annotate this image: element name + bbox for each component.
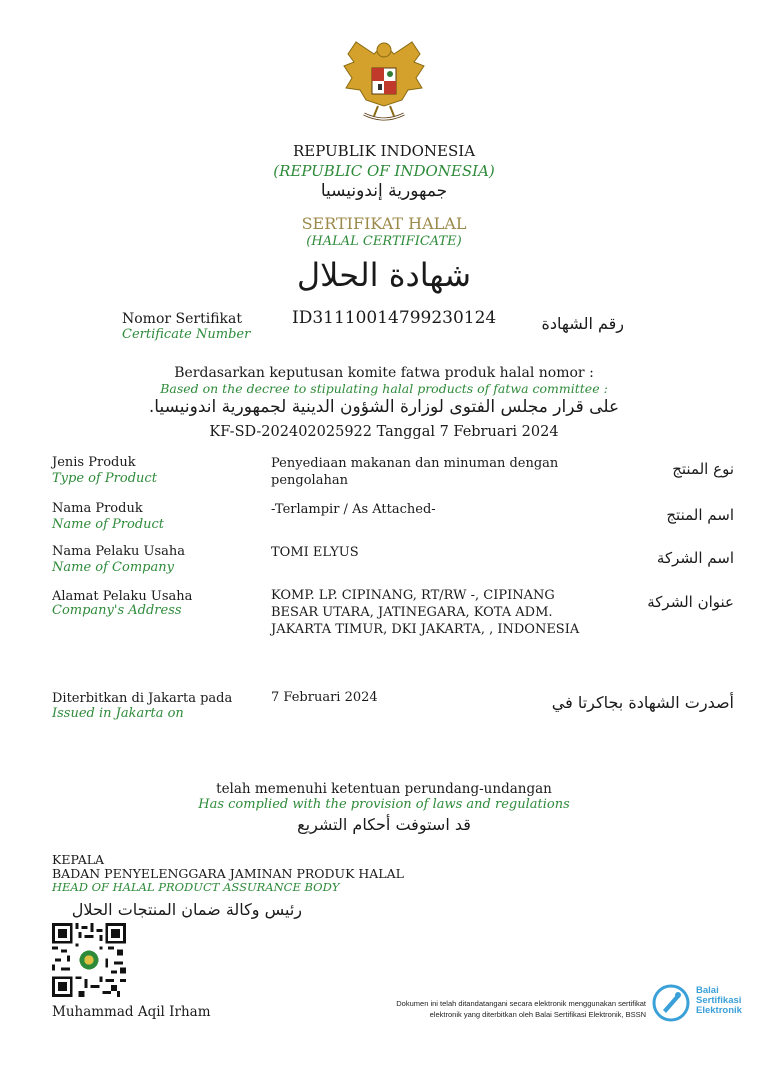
decree-line-en: Based on the decree to stipulating halal products of fatwa committee : (160, 381, 608, 396)
signatory-title-ar: رئيس وكالة ضمان المنتجات الحلال (71, 900, 302, 919)
product-type-value-2: pengolahan (271, 473, 348, 488)
company-name-label-en: Name of Company (52, 560, 174, 575)
footer-note-line-1: Dokumen ini telah ditandatangani secara elektronik menggunakan sertifikat (396, 999, 646, 1008)
decree-reference: KF-SD-202402025922 Tanggal 7 Februari 2024 (209, 424, 559, 440)
company-address-value-1: KOMP. LP. CIPINANG, RT/RW -, CIPINANG (271, 588, 555, 603)
product-name-label-ar: اسم المنتج (666, 506, 734, 524)
issued-label-ar: أصدرت الشهادة بجاكرتا في (551, 693, 734, 712)
bssn-line-3: Elektronik (696, 1005, 742, 1016)
country-ar: جمهورية إندونيسيا (320, 181, 448, 201)
company-name-label: Nama Pelaku Usaha (52, 544, 185, 559)
product-name-value: -Terlampir / As Attached- (271, 502, 436, 517)
decree-line-id: Berdasarkan keputusan komite fatwa produk halal nomor : (174, 365, 594, 381)
product-name-label: Nama Produk (52, 501, 143, 516)
company-address-value-2: BESAR UTARA, JATINEGARA, KOTA ADM. (271, 605, 553, 620)
footer-note-line-2: elektronik yang diterbitkan oleh Balai Sertifikasi Elektronik, BSSN (429, 1010, 646, 1019)
product-type-value-1: Penyediaan makanan dan minuman dengan (271, 456, 559, 471)
company-address-label-ar: عنوان الشركة (647, 593, 734, 611)
company-address-value-3: JAKARTA TIMUR, DKI JAKARTA, , INDONESIA (271, 622, 580, 637)
qr-code (52, 923, 126, 997)
cert-number-label: Nomor Sertifikat (122, 311, 242, 327)
company-name-label-ar: اسم الشركة (656, 549, 734, 567)
garuda-emblem (334, 32, 434, 132)
bssn-logo-icon (652, 984, 690, 1022)
issued-label: Diterbitkan di Jakarta pada (52, 691, 233, 706)
signatory-title-2: BADAN PENYELENGGARA JAMINAN PRODUK HALAL (52, 866, 404, 881)
compliance-ar: قد استوفت أحكام التشريع (297, 815, 471, 834)
company-address-label: Alamat Pelaku Usaha (52, 589, 193, 604)
product-type-label-en: Type of Product (52, 471, 157, 486)
issued-value: 7 Februari 2024 (271, 690, 378, 705)
country-en: (REPUBLIC OF INDONESIA) (273, 162, 495, 180)
cert-number-label-ar: رقم الشهادة (541, 314, 624, 333)
cert-number-value: ID31110014799230124 (292, 308, 497, 328)
bssn-line-2: Sertifikasi (696, 995, 742, 1006)
product-type-label-ar: نوع المنتج (672, 460, 734, 478)
issued-label-en: Issued in Jakarta on (52, 706, 184, 721)
footer-note (350, 998, 646, 1020)
compliance-en: Has complied with the provision of laws and regulations (198, 797, 570, 812)
company-name-value: TOMI ELYUS (271, 545, 359, 560)
cert-title-id: SERTIFIKAT HALAL (301, 214, 467, 233)
bssn-logo-text (696, 986, 742, 1016)
country-id: REPUBLIK INDONESIA (292, 142, 476, 160)
cert-title-en: (HALAL CERTIFICATE) (306, 234, 462, 249)
decree-line-ar: على قرار مجلس الفتوى لوزارة الشؤون الدينية لجمهورية اندونيسيا. (148, 397, 620, 417)
product-name-label-en: Name of Product (52, 517, 165, 532)
cert-title-ar: شهادة الحلال (296, 256, 472, 294)
compliance-id: telah memenuhi ketentuan perundang-undangan (216, 781, 552, 797)
product-type-label: Jenis Produk (52, 455, 136, 470)
signatory-title-en: HEAD OF HALAL PRODUCT ASSURANCE BODY (52, 880, 340, 894)
company-address-label-en: Company's Address (52, 603, 182, 618)
cert-number-label-en: Certificate Number (122, 327, 251, 342)
signatory-name: Muhammad Aqil Irham (52, 1004, 211, 1020)
signatory-title-1: KEPALA (52, 852, 105, 867)
bssn-line-1: Balai (696, 985, 719, 996)
